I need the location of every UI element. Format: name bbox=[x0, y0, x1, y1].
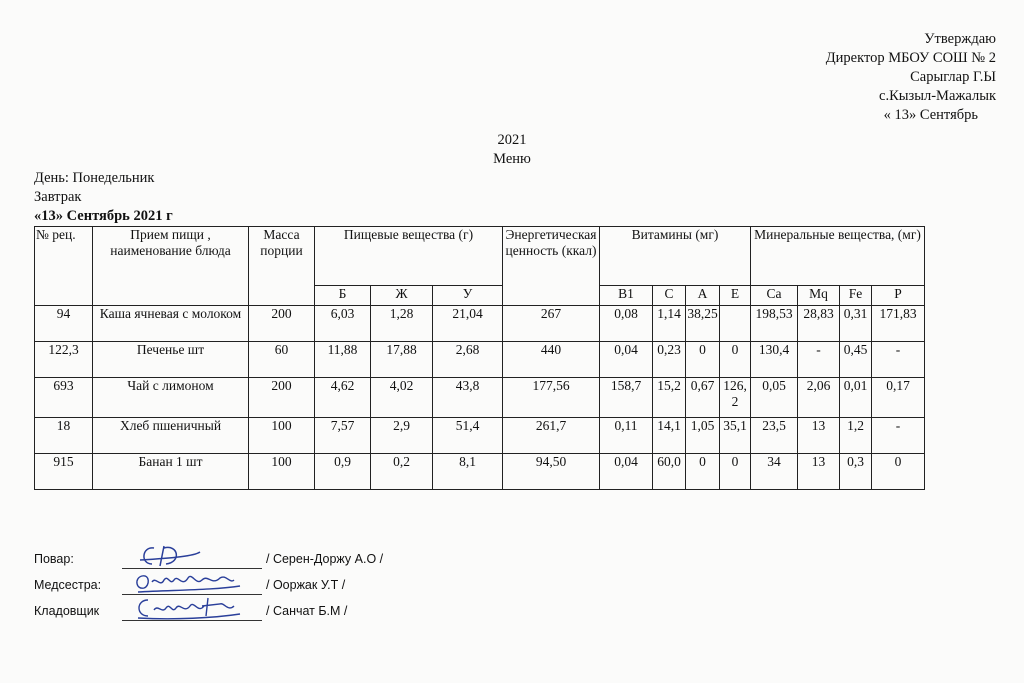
table-cell: 94,50 bbox=[503, 454, 600, 490]
table-cell: 2,9 bbox=[371, 418, 433, 454]
table-cell: 23,5 bbox=[751, 418, 798, 454]
menu-title: Меню bbox=[493, 151, 531, 167]
subheader-cell: A bbox=[686, 286, 720, 306]
table-cell: 0,45 bbox=[840, 342, 872, 378]
table-cell: 158,7 bbox=[600, 378, 653, 418]
table-cell: 0,04 bbox=[600, 454, 653, 490]
table-cell: 4,02 bbox=[371, 378, 433, 418]
table-cell: - bbox=[872, 342, 925, 378]
subheader-cell: Mq bbox=[798, 286, 840, 306]
table-cell: 0,23 bbox=[653, 342, 686, 378]
table-cell: Чай с лимоном bbox=[93, 378, 249, 418]
table-cell: 261,7 bbox=[503, 418, 600, 454]
subheader-cell: Ж bbox=[371, 286, 433, 306]
table-cell: 14,1 bbox=[653, 418, 686, 454]
table-cell: 122,3 bbox=[35, 342, 93, 378]
table-cell: 0 bbox=[872, 454, 925, 490]
subheader-cell: Б bbox=[315, 286, 371, 306]
table-cell: 38,25 bbox=[686, 306, 720, 342]
table-cell: Каша ячневая с молоком bbox=[93, 306, 249, 342]
table-cell: 0 bbox=[686, 342, 720, 378]
subheader-cell: C bbox=[653, 286, 686, 306]
table-cell: 1,14 bbox=[653, 306, 686, 342]
menu-table bbox=[34, 226, 925, 490]
table-cell: 17,88 bbox=[371, 342, 433, 378]
table-cell: 35,1 bbox=[720, 418, 751, 454]
table-cell: 267 bbox=[503, 306, 600, 342]
table-cell: 0,17 bbox=[872, 378, 925, 418]
header-rec: № рец. bbox=[35, 227, 93, 306]
table-cell: 0 bbox=[720, 342, 751, 378]
storekeeper-signature-row bbox=[34, 604, 348, 618]
table-cell: 8,1 bbox=[433, 454, 503, 490]
table-cell: 0,04 bbox=[600, 342, 653, 378]
table-cell: 60,0 bbox=[653, 454, 686, 490]
table-cell: 34 bbox=[751, 454, 798, 490]
nurse-label: Медсестра: bbox=[34, 578, 102, 592]
table-cell: 43,8 bbox=[433, 378, 503, 418]
subheader-cell: У bbox=[433, 286, 503, 306]
table-cell: 4,62 bbox=[315, 378, 371, 418]
header-vitamins: Витамины (мг) bbox=[600, 227, 751, 286]
cook-label: Повар: bbox=[34, 552, 74, 566]
table-cell: 0,05 bbox=[751, 378, 798, 418]
table-cell: 0,2 bbox=[371, 454, 433, 490]
table-cell: Хлеб пшеничный bbox=[93, 418, 249, 454]
table-cell: 100 bbox=[249, 454, 315, 490]
table-cell: 693 bbox=[35, 378, 93, 418]
header-dish: Прием пищи , наименование блюда bbox=[93, 227, 249, 306]
table-cell: 130,4 bbox=[751, 342, 798, 378]
meal-label: Завтрак bbox=[34, 189, 82, 205]
table-cell: 94 bbox=[35, 306, 93, 342]
table-cell: 51,4 bbox=[433, 418, 503, 454]
table-cell: 60 bbox=[249, 342, 315, 378]
table-cell: 0,11 bbox=[600, 418, 653, 454]
table-cell: 177,56 bbox=[503, 378, 600, 418]
table-cell: 11,88 bbox=[315, 342, 371, 378]
table-row bbox=[35, 378, 925, 418]
subheader-cell: E bbox=[720, 286, 751, 306]
nurse-name: / Ооржак У.Т / bbox=[266, 578, 346, 592]
subheader-cell: B1 bbox=[600, 286, 653, 306]
table-cell bbox=[720, 306, 751, 342]
table-cell: 0,67 bbox=[686, 378, 720, 418]
table-cell: - bbox=[872, 418, 925, 454]
subheader-cell: Fe bbox=[840, 286, 872, 306]
table-cell: 0 bbox=[720, 454, 751, 490]
day-label: День: Понедельник bbox=[34, 170, 155, 186]
header-energy: Энергетическая ценность (ккал) bbox=[503, 227, 600, 306]
subheader-cell: Ca bbox=[751, 286, 798, 306]
table-cell: 1,05 bbox=[686, 418, 720, 454]
table-cell: 0,3 bbox=[840, 454, 872, 490]
table-row bbox=[35, 342, 925, 378]
table-cell: 440 bbox=[503, 342, 600, 378]
approval-line: Утверждаю bbox=[924, 31, 996, 47]
table-row bbox=[35, 418, 925, 454]
table-cell: 200 bbox=[249, 306, 315, 342]
table-cell: 915 bbox=[35, 454, 93, 490]
table-cell: 13 bbox=[798, 418, 840, 454]
table-cell: 100 bbox=[249, 418, 315, 454]
table-cell: 0,08 bbox=[600, 306, 653, 342]
table-cell: 18 bbox=[35, 418, 93, 454]
table-cell: 15,2 bbox=[653, 378, 686, 418]
date-label: «13» Сентябрь 2021 г bbox=[34, 208, 173, 224]
table-cell: 200 bbox=[249, 378, 315, 418]
table-cell: 0,01 bbox=[840, 378, 872, 418]
cook-name: / Серен-Доржу А.О / bbox=[266, 552, 384, 566]
approval-line: с.Кызыл-Мажалык bbox=[879, 88, 996, 104]
year: 2021 bbox=[497, 132, 527, 148]
approval-date: « 13» Сентябрь bbox=[883, 107, 978, 123]
table-cell: 126,2 bbox=[720, 378, 751, 418]
storekeeper-name: / Санчат Б.М / bbox=[266, 604, 348, 618]
table-cell: Банан 1 шт bbox=[93, 454, 249, 490]
table-cell: 0,31 bbox=[840, 306, 872, 342]
table-cell: 28,83 bbox=[798, 306, 840, 342]
header-nutrients: Пищевые вещества (г) bbox=[315, 227, 503, 286]
table-cell: 21,04 bbox=[433, 306, 503, 342]
table-cell: - bbox=[798, 342, 840, 378]
table-cell: 0 bbox=[686, 454, 720, 490]
table-cell: 13 bbox=[798, 454, 840, 490]
approval-line: Директор МБОУ СОШ № 2 bbox=[825, 50, 996, 66]
table-cell: Печенье шт bbox=[93, 342, 249, 378]
table-cell: 7,57 bbox=[315, 418, 371, 454]
table-row bbox=[35, 454, 925, 490]
subheader-cell: P bbox=[872, 286, 925, 306]
table-cell: 1,28 bbox=[371, 306, 433, 342]
approval-block bbox=[826, 30, 996, 125]
approval-line: Сарыглар Г.Ы bbox=[910, 69, 996, 85]
storekeeper-signature-scribble bbox=[134, 592, 244, 622]
table-row bbox=[35, 306, 925, 342]
header-minerals: Минеральные вещества, (мг) bbox=[751, 227, 925, 286]
table-cell: 6,03 bbox=[315, 306, 371, 342]
header-mass: Масса порции bbox=[249, 227, 315, 306]
table-cell: 171,83 bbox=[872, 306, 925, 342]
storekeeper-label: Кладовщик bbox=[34, 604, 100, 618]
table-cell: 2,68 bbox=[433, 342, 503, 378]
table-cell: 2,06 bbox=[798, 378, 840, 418]
table-cell: 0,9 bbox=[315, 454, 371, 490]
nurse-signature-row bbox=[34, 578, 346, 592]
table-cell: 198,53 bbox=[751, 306, 798, 342]
cook-signature-row bbox=[34, 552, 384, 566]
table-cell: 1,2 bbox=[840, 418, 872, 454]
